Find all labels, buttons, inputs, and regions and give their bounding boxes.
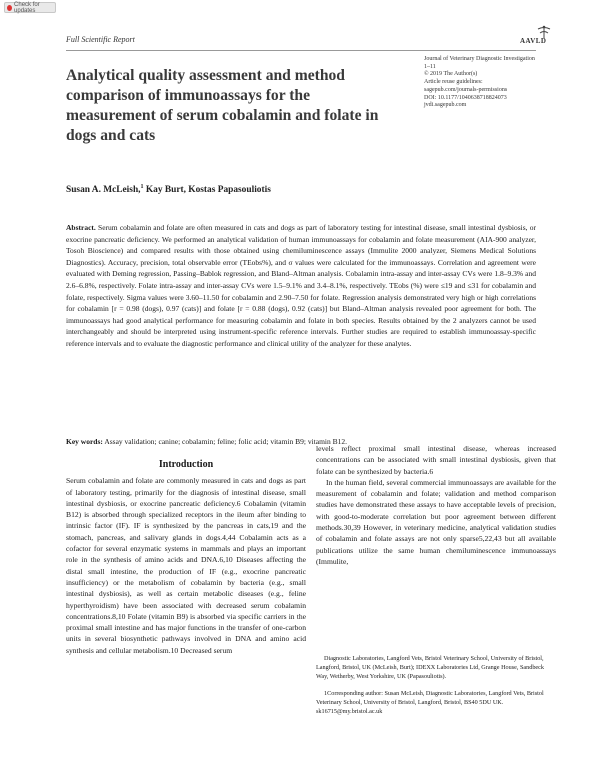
permissions-link[interactable]: sagepub.com/journals-permissions <box>424 86 508 93</box>
abstract-text: Serum cobalamin and folate are often measured in cats and dogs as part of laboratory testing for intestinal disease, small intestinal dysbiosis, or exocrine pancreatic deficiency. We performed an analytical validation of human immunoassays for cobalamin and folate measurement (AIA-900 analyzer, Tosoh Bioscience) and compared results with those obtained using chemiluminescence assays (Immulite 2000 analyzer, Siemens Medical Solutions Diagnostics). Accuracy, precision, total observable error (TEobs%), and σ values were calculated for the immunoassays. Correlation and agreement were evaluated with Deming regression, Passing–Bablok regression, and Bland–Altman analysis. Cobalamin intra-assay and inter-assay CVs were 1.8–9.3% and 2.6–6.8%, respectively. Folate intra-assay and inter-assay CVs were 1.5–9.1% and 3.4–8.1%, respectively. TEobs (%) were ≤19 and ≤31 for cobalamin and folate, respectively. Sigma values were 3.60–11.50 for cobalamin and 2.90–7.50 for folate. Regression analysis demonstrated very high or high correlations for cobalamin [r = 0.98 (dogs), 0.97 (cats)] and folate [r = 0.88 (dogs), 0.92 (cats)] but Bland–Altman analysis revealed poor agreement for both. The immunoassays had good analytical performance for measuring cobalamin and folate in both species. Results obtained by the 2 analyzers cannot be used interchangeably and should be interpreted using instrument-specific reference intervals. Further studies are required to establish immunoassay-specific reference intervals and to evaluate the diagnostic performance and clinical utility of the analyzer for these analytes. <box>66 223 536 348</box>
author-footnote-mark: 1 <box>140 184 144 190</box>
abstract-label: Abstract. <box>66 223 96 232</box>
other-authors: Kay Burt, Kostas Papasouliotis <box>143 185 271 196</box>
abstract <box>66 222 536 350</box>
journal-pages: 1–11 <box>424 63 436 70</box>
article-title: Analytical quality assessment and method comparison of immunoassays for the measurement of serum cobalamin and folate in dogs and cats <box>66 67 379 144</box>
section-label: Full Scientific Report <box>66 35 135 44</box>
first-author: Susan A. McLeish, <box>66 185 141 196</box>
header-rule <box>66 50 536 51</box>
check-for-updates-label: Check for updates <box>14 1 40 14</box>
right-column <box>316 443 556 567</box>
journal-meta <box>424 56 564 110</box>
corresponding-author-footnote: 1Corresponding author: Susan McLeish, Diagnostic Laboratories, Langford Vets, Bristol Veterinary School, University of Bristol, Langford, Bristol, BS40 5DU UK. sk16715@my.bristol.ac.uk <box>316 690 544 715</box>
intro-paragraph-1-cont: levels reflect proximal small intestinal disease, whereas increased concentrations can be associated with small intestinal dysbiosis, given that folate can be synthesized by bacteria.6 <box>316 444 556 476</box>
journal-copyright: © 2019 The Author(s) <box>424 71 478 78</box>
introduction-heading: Introduction <box>158 459 214 470</box>
intro-paragraph-1: Serum cobalamin and folate are commonly measured in cats and dogs as part of laboratory testing, primarily for the diagnosis of intestinal disease, small intestinal dysbiosis, or exocrine pancreatic deficiency.6 Cobalamin (vitamin B12) is absorbed through specialized receptors in the ileum after binding to intrinsic factor (IF). IF is synthesized by the pancreas in cats,19 and the stomach, pancreas, and salivary glands in dogs.4,44 Cobalamin acts as a cofactor for several enzymatic systems in mammals and plays an important role in the synthesis of amino acids and DNA.6,10 Diseases affecting the distal small intestine, the production of IF (e.g., exocrine pancreatic insufficiency) or the metabolism of cobalamin by bacteria (e.g., small intestinal dysbiosis), as well as certain metabolic diseases (e.g., feline hyperthyroidism) have been associated with decreased serum cobalamin concentrations.8,10 Folate (vitamin B9) is absorbed via specific carriers in the proximal small intestine and has major functions in the transfer of one-carbon units in several biosynthetic pathways involved in DNA and amino acid synthesis and cellular metabolism.10 Decreased serum <box>66 476 306 655</box>
reuse-guidelines: Article reuse guidelines: <box>424 79 483 86</box>
affiliation-footnote: Diagnostic Laboratories, Langford Vets, Bristol Veterinary School, University of Bristol, Langford, Bristol, UK (McLeish, Burt); IDEXX Laboratories Ltd, Grange House, Sandbeck Way, Wetherby, West Yorkshire, UK (Papasouliotis). <box>316 655 545 680</box>
keywords-label: Key words: <box>66 437 103 446</box>
journal-name: Journal of Veterinary Diagnostic Investigation <box>424 56 535 62</box>
author-list <box>66 184 271 195</box>
left-column <box>66 459 306 656</box>
update-icon <box>7 5 12 11</box>
logo-text: AAVLD <box>520 37 547 45</box>
journal-logo <box>520 25 568 49</box>
check-for-updates-badge[interactable] <box>4 2 56 13</box>
intro-paragraph-2: In the human field, several commercial immunoassays are available for the measurement of cobalamin and folate; validation and method comparison studies have demonstrated these assays to have acceptable levels of precision, with good-to-moderate correlation but poor agreement between different methods.30,39 However, in veterinary medicine, analytical validation studies of cobalamin and folate assays are not only sparse5,22,43 but all available publications utilize the same human chemiluminescence immunoassays (Immulite, <box>316 477 556 566</box>
journal-site[interactable]: jvdi.sagepub.com <box>424 102 467 109</box>
footnotes <box>316 654 556 724</box>
doi[interactable]: DOI: 10.1177/1040638718824073 <box>424 94 507 101</box>
keywords-text: Assay validation; canine; cobalamin; feline; folic acid; vitamin B9; vitamin B12. <box>102 437 347 446</box>
